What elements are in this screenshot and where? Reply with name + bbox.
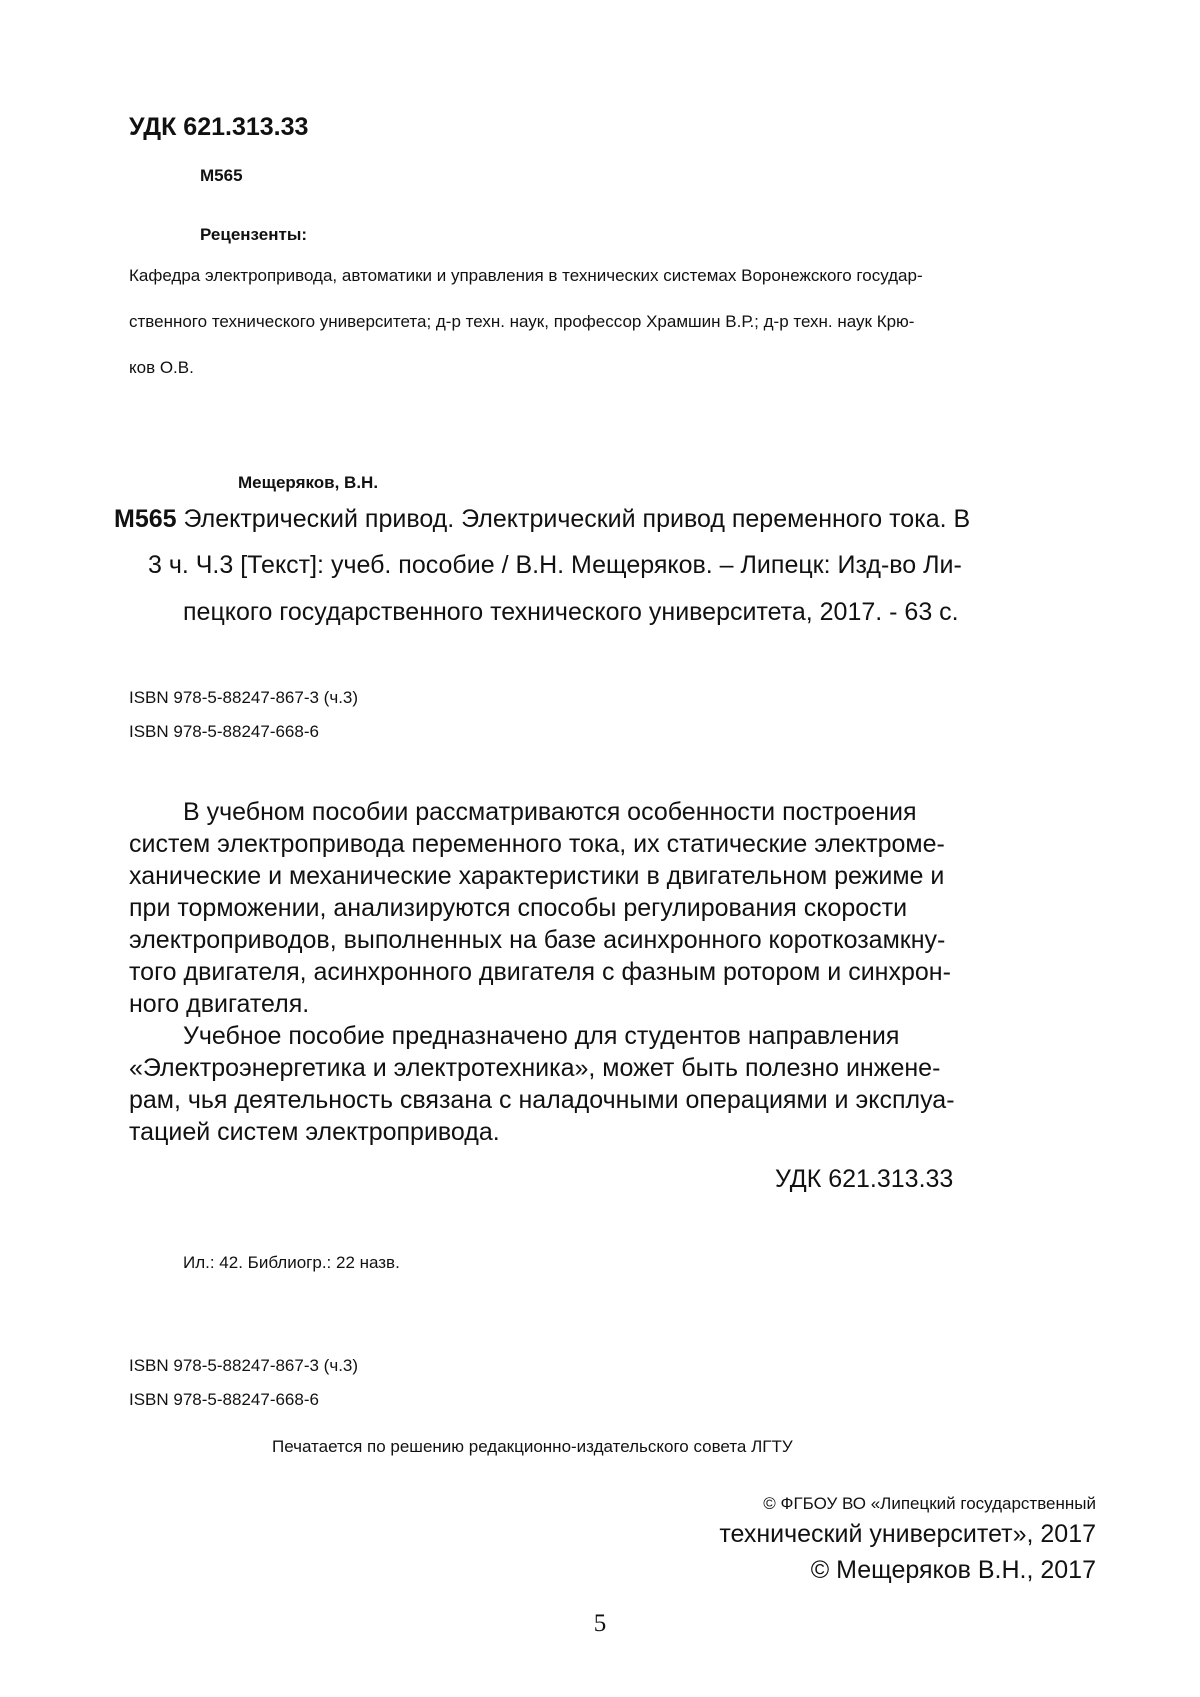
bib-code: М565 [114, 505, 177, 533]
isbn-set: ISBN 978-5-88247-668-6 [129, 722, 319, 742]
reviewers-line: ственного технического университета; д-р техн. наук, профессор Храмшин В.Р.; д-р техн. наук Крю- [129, 312, 914, 332]
abstract-text: рам, чья деятельность связана с наладочными операциями и эксплуа- [129, 1084, 955, 1116]
printed-note: Печатается по решению редакционно-издательского совета ЛГТУ [272, 1437, 793, 1457]
abstract-text: ного двигателя. [129, 988, 309, 1020]
abstract-text: электроприводов, выполненных на базе асинхронного короткозамкну- [129, 924, 945, 956]
abstract-text: ханические и механические характеристики в двигательном режиме и [129, 860, 944, 892]
abstract-line [129, 1020, 1081, 1052]
abstract-text: тацией систем электропривода. [129, 1116, 500, 1148]
abstract-text: Учебное пособие предназначено для студентов направления [183, 1020, 899, 1052]
isbn-part: ISBN 978-5-88247-867-3 (ч.3) [129, 688, 358, 708]
abstract-line [129, 1116, 1081, 1148]
illustrations-note: Ил.: 42. Библиогр.: 22 назв. [183, 1253, 400, 1273]
author-name: Мещеряков, В.Н. [238, 473, 378, 493]
reviewers-line: ков О.В. [129, 358, 194, 378]
bib-title: Электрический привод. Электрический привод переменного тока. В [184, 505, 971, 533]
abstract-udk: УДК 621.313.33 [775, 1165, 953, 1194]
copyright-line-2: технический университет», 2017 [719, 1520, 1096, 1549]
bib-line-3: пецкого государственного технического университета, 2017. - 63 с. [183, 598, 959, 627]
abstract-line [129, 988, 1081, 1020]
copyright-line-3: © Мещеряков В.Н., 2017 [811, 1556, 1096, 1585]
author-code: М565 [200, 166, 243, 186]
abstract-line [129, 828, 1081, 860]
isbn-set: ISBN 978-5-88247-668-6 [129, 1390, 319, 1410]
abstract-text: «Электроэнергетика и электротехника», может быть полезно инжене- [129, 1052, 940, 1084]
reviewers-heading: Рецензенты: [200, 225, 307, 245]
abstract-line [129, 956, 1081, 988]
abstract-line [129, 796, 1081, 828]
udk-heading: УДК 621.313.33 [129, 113, 308, 142]
abstract-text: того двигателя, асинхронного двигателя с фазным ротором и синхрон- [129, 956, 951, 988]
bib-line-2: 3 ч. Ч.3 [Текст]: учеб. пособие / В.Н. Мещеряков. – Липецк: Изд-во Ли- [148, 551, 962, 580]
abstract-text: систем электропривода переменного тока, их статические электроме- [129, 828, 945, 860]
abstract-line [129, 1052, 1081, 1084]
isbn-part: ISBN 978-5-88247-867-3 (ч.3) [129, 1356, 358, 1376]
abstract-line [129, 1084, 1081, 1116]
bib-line-1 [114, 505, 970, 534]
abstract-text: при торможении, анализируются способы регулирования скорости [129, 892, 907, 924]
abstract-text: В учебном пособии рассматриваются особенности построения [183, 796, 917, 828]
abstract-line [129, 924, 1081, 956]
abstract-line [129, 860, 1081, 892]
page-number: 5 [0, 1610, 1200, 1638]
copyright-line-1: © ФГБОУ ВО «Липецкий государственный [763, 1494, 1096, 1514]
reviewers-line: Кафедра электропривода, автоматики и управления в технических системах Воронежского государ- [129, 266, 923, 286]
abstract-line [129, 892, 1081, 924]
abstract [129, 796, 1081, 1148]
